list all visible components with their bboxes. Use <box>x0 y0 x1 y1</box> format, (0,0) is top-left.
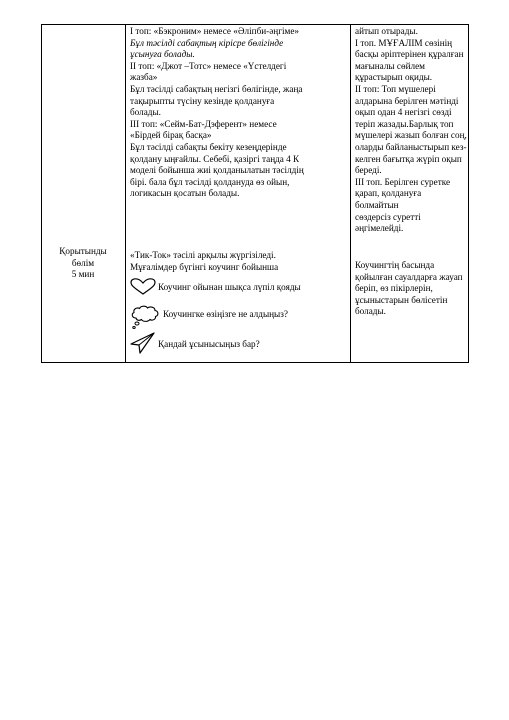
group-activity-cell <box>355 26 467 235</box>
table-border-top <box>41 24 469 25</box>
table-border-left <box>41 24 42 363</box>
text-line: болады. <box>130 107 161 118</box>
text-line: ІІ топ: «Джот –Тотс» немесе «Үстелдегі <box>130 60 287 71</box>
feedback-cell <box>355 260 467 318</box>
text-line: келген бағытқа жүріп оқып <box>355 153 462 164</box>
text-line: жазба» <box>130 72 158 83</box>
tik-tok-cell <box>130 250 348 354</box>
heart-icon <box>130 278 156 296</box>
text-line: ІІ топ: Топ мүшелері <box>355 83 436 94</box>
tik-tok-line-2: Мұғалімдер бүгінгі коучинг бойынша <box>130 261 279 272</box>
text-line: ІІІ топ: «Сейм-Бат-Дэферент» немесе <box>130 118 277 129</box>
icon-item-heart <box>130 278 348 298</box>
text-line: алдарына берілген мәтінді <box>355 95 459 106</box>
text-line: мүшелері жазып болған соң, <box>355 130 467 141</box>
text-line: ұсыныстарын бөлісетін <box>355 294 448 305</box>
text-line: айтып отырады. <box>355 26 418 36</box>
text-line: Бұл тәсілді сабақты бекіту кезеңдерінде <box>130 141 287 152</box>
icon-item-text: Коучингке өзіңізге не алдыңыз? <box>163 309 288 320</box>
icon-item-text: Қандай ұсынысыңыз бар? <box>158 339 260 350</box>
table-border-bottom <box>41 362 469 363</box>
text-line: болады. <box>355 306 386 317</box>
text-line: ұсынуға болады. <box>130 49 195 60</box>
text-line: Бұл тәсілді сабақтың негізгі бөлігінде, жаңа <box>130 83 303 94</box>
text-line: беріп, өз пікірлерін, <box>355 283 433 294</box>
text-line: басқы әріптерінен құралған <box>355 49 464 60</box>
stage-name-line-2: бөлім <box>71 257 95 268</box>
text-line: «Бірдей бірақ басқа» <box>130 130 212 141</box>
text-line: сөздерсіз суретті әңгімелейді. <box>355 211 421 234</box>
table-border-right <box>468 24 469 363</box>
text-line: оларды байланыстырып кез- <box>355 141 467 152</box>
lesson-plan-table <box>41 24 469 363</box>
stage-name-line-1: Қорытынды <box>59 246 107 256</box>
text-line: бірі. бала бұл тәсілді қолдануда өз ойын, <box>130 176 290 187</box>
text-line: береді. <box>355 165 382 176</box>
text-line: Коучингтің басында <box>355 260 435 270</box>
text-line: моделі бойынша жиі қолданылатын тәсілдің <box>130 165 304 176</box>
text-line: қойылған сауалдарға жауап <box>355 271 463 282</box>
tik-tok-line-1: «Тик-Ток» тәсілі арқылы жүргізіледі. <box>130 250 276 260</box>
text-line: теріп жазады.Барлық топ <box>355 118 454 129</box>
text-line: оқып одан 4 негізгі сөзді <box>355 107 452 118</box>
text-line: қолдану ыңғайлы. Себебі, қазіргі таңда 4 К <box>130 153 300 164</box>
paper-plane-icon <box>130 332 156 354</box>
group-methods-cell <box>130 26 348 200</box>
icon-item-cloud <box>130 304 348 330</box>
icon-item-text: Коучинг ойынан шықса лүпіл қояды <box>158 282 301 293</box>
text-line: тақырыпты түсіну кезінде қолдануға <box>130 95 275 106</box>
stage-duration: 5 мин <box>71 269 95 280</box>
text-line: логикасын қосатын болады. <box>130 188 240 199</box>
text-line: Бұл тәсілді сабақтың кірісpe бөлігінде <box>130 37 284 48</box>
text-line: І топ: «Бэкроним» немесе «Әліпби-әңгіме» <box>130 26 300 36</box>
text-line: ІІІ топ. Берілген суретке <box>355 176 451 187</box>
text-line: қарап, қолдануға болмайтын <box>355 188 422 210</box>
thought-cloud-icon <box>130 304 160 330</box>
column-divider-1 <box>125 24 126 363</box>
text-line: құрастырып оқиды. <box>355 72 433 83</box>
text-line: І топ. МҰҒАЛІМ сөзінің <box>355 37 453 48</box>
text-line: мағыналы сөйлем <box>355 60 425 71</box>
icon-item-plane <box>130 332 348 354</box>
column-divider-2 <box>350 24 351 363</box>
stage-cell <box>41 246 125 281</box>
